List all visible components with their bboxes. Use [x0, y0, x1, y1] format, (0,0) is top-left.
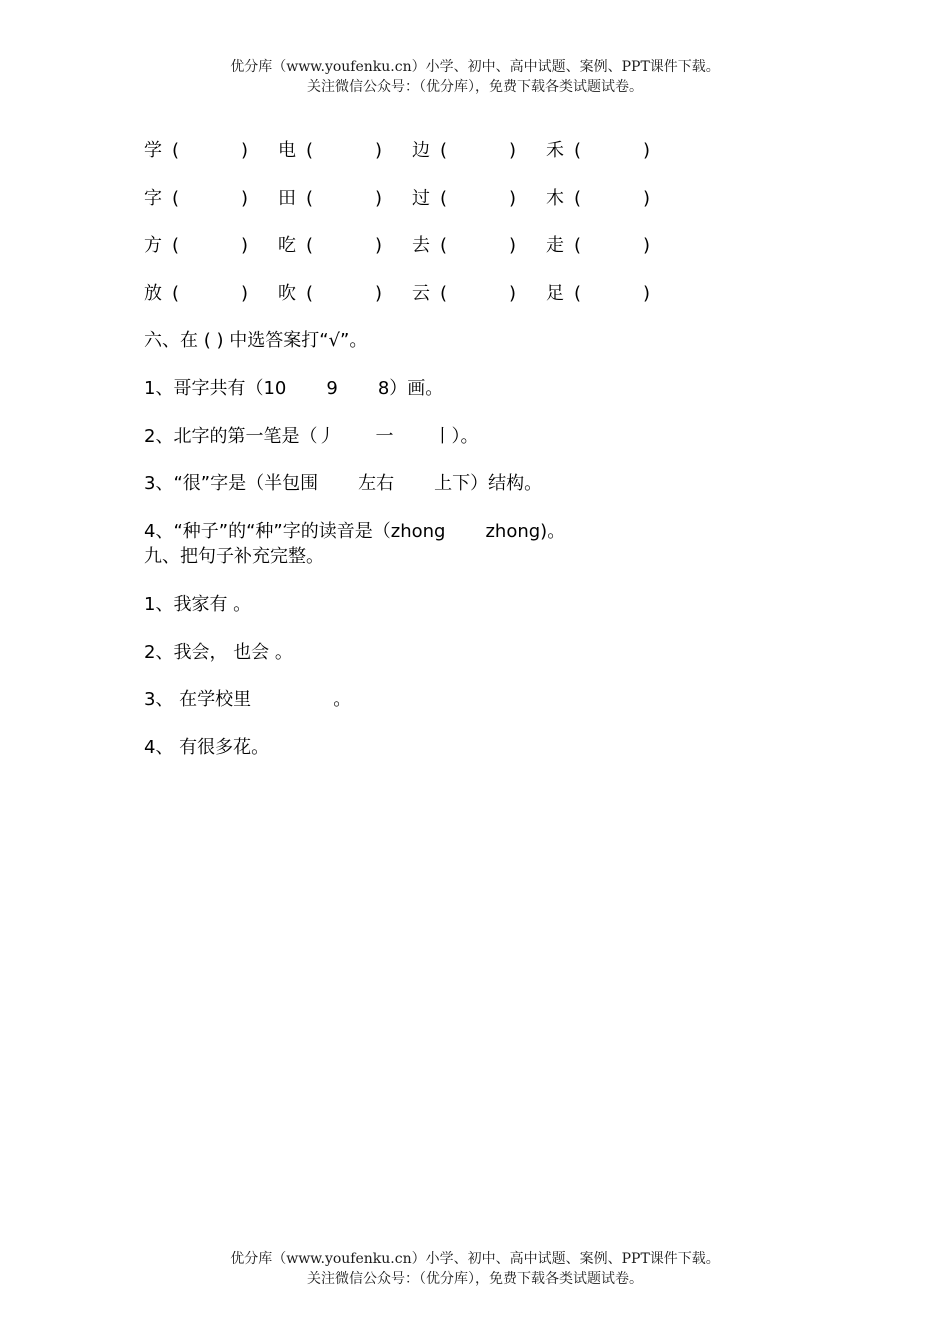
answer-close-paren: )	[375, 188, 383, 209]
footer-line-2: 关注微信公众号：（优分库），免费下载各类试题试卷。	[307, 1271, 643, 1287]
answer-open-paren: (	[306, 188, 314, 209]
q3-option-3: 上下）结构。	[434, 473, 543, 494]
page-header	[0, 57, 950, 97]
answer-close-paren: )	[643, 140, 651, 161]
answer-open-paren: (	[172, 283, 180, 304]
char-label: 足	[546, 283, 564, 304]
char-label: 字	[144, 188, 162, 209]
section6-question-3	[144, 471, 542, 497]
answer-close-paren: )	[509, 140, 517, 161]
q1-option-3: 8）画。	[377, 378, 444, 399]
q2-option-2: 一	[375, 426, 394, 447]
answer-open-paren: (	[306, 140, 314, 161]
q3-option-2: 左右	[358, 473, 395, 494]
answer-open-paren: (	[172, 140, 180, 161]
char-cell	[546, 186, 650, 212]
page-footer	[0, 1249, 950, 1289]
answer-open-paren: (	[440, 235, 448, 256]
char-label: 木	[546, 188, 564, 209]
answer-open-paren: (	[306, 235, 314, 256]
header-line-1: 优分库（www.youfenku.cn）小学、初中、高中试题、案例、PPT课件下载。	[230, 59, 720, 75]
answer-close-paren: )	[509, 188, 517, 209]
answer-close-paren: )	[241, 188, 249, 209]
section9-question-1: 1、我家有 。	[144, 594, 252, 615]
section9-question-4: 4、 有很多花。	[144, 737, 270, 758]
answer-open-paren: (	[172, 235, 180, 256]
char-cell	[546, 281, 650, 307]
char-cell	[278, 186, 382, 212]
header-line-2: 关注微信公众号：（优分库），免费下载各类试题试卷。	[307, 79, 643, 95]
char-label: 去	[412, 235, 430, 256]
char-cell	[144, 138, 248, 164]
char-label: 过	[412, 188, 430, 209]
section6-heading: 六、在 ( ) 中选答案打“√”。	[144, 330, 368, 351]
char-cell	[278, 233, 382, 259]
answer-close-paren: )	[375, 235, 383, 256]
s9-q3-suffix: 。	[333, 689, 352, 710]
section6-question-1	[144, 376, 443, 402]
char-label: 走	[546, 235, 564, 256]
char-cell	[278, 281, 382, 307]
char-cell	[412, 233, 516, 259]
section6-question-4	[144, 519, 565, 545]
answer-open-paren: (	[306, 283, 314, 304]
section9-heading: 九、把句子补充完整。	[144, 546, 324, 567]
answer-close-paren: )	[643, 235, 651, 256]
answer-close-paren: )	[643, 283, 651, 304]
q3-prefix: 3、“很”字是（半包围	[144, 473, 319, 494]
answer-open-paren: (	[574, 235, 582, 256]
answer-open-paren: (	[574, 140, 582, 161]
q1-prefix: 1、哥字共有（10	[144, 378, 287, 399]
answer-close-paren: )	[241, 140, 249, 161]
char-cell	[546, 138, 650, 164]
footer-line-1: 优分库（www.youfenku.cn）小学、初中、高中试题、案例、PPT课件下载。	[230, 1251, 720, 1267]
q4-option-2: zhong)。	[485, 521, 566, 542]
char-cell	[412, 138, 516, 164]
char-label: 学	[144, 140, 162, 161]
char-cell	[412, 186, 516, 212]
char-label: 边	[412, 140, 430, 161]
answer-close-paren: )	[509, 235, 517, 256]
answer-close-paren: )	[375, 283, 383, 304]
q4-prefix: 4、“种子”的“种”字的读音是（zhong	[144, 521, 446, 542]
answer-close-paren: )	[375, 140, 383, 161]
answer-open-paren: (	[574, 283, 582, 304]
char-label: 吹	[278, 283, 296, 304]
answer-close-paren: )	[643, 188, 651, 209]
char-label: 禾	[546, 140, 564, 161]
char-label: 云	[412, 283, 430, 304]
char-cell	[144, 281, 248, 307]
s9-q3-prefix: 3、 在学校里	[144, 689, 252, 710]
char-label: 田	[278, 188, 296, 209]
q2-option-3: 丨）。	[433, 426, 479, 447]
answer-close-paren: )	[509, 283, 517, 304]
section6-question-2	[144, 424, 478, 450]
char-cell	[144, 186, 248, 212]
answer-open-paren: (	[574, 188, 582, 209]
answer-open-paren: (	[440, 140, 448, 161]
char-label: 电	[278, 140, 296, 161]
char-label: 吃	[278, 235, 296, 256]
answer-close-paren: )	[241, 235, 249, 256]
char-label: 方	[144, 235, 162, 256]
char-cell	[278, 138, 382, 164]
section9-question-2: 2、我会， 也会 。	[144, 642, 293, 663]
char-cell	[546, 233, 650, 259]
char-cell	[144, 233, 248, 259]
q1-option-2: 9	[326, 378, 338, 399]
char-cell	[412, 281, 516, 307]
answer-close-paren: )	[241, 283, 249, 304]
q2-prefix: 2、北字的第一笔是（丿	[144, 426, 336, 447]
answer-open-paren: (	[440, 283, 448, 304]
answer-open-paren: (	[172, 188, 180, 209]
char-label: 放	[144, 283, 162, 304]
section9-question-3	[144, 687, 351, 713]
answer-open-paren: (	[440, 188, 448, 209]
